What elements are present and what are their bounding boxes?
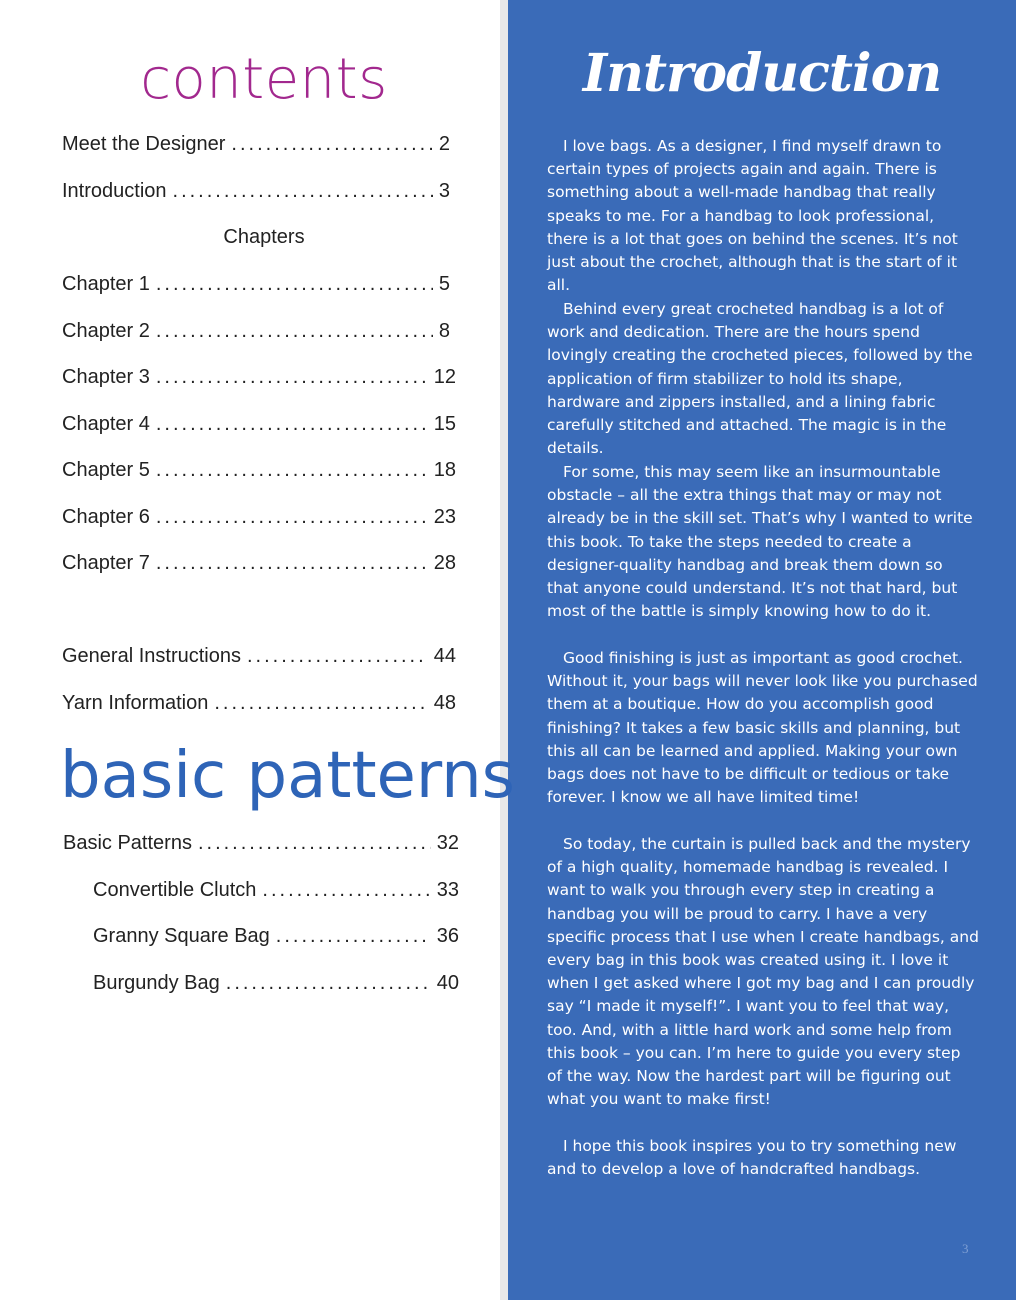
toc-entry-burgundy-bag[interactable] [93, 973, 459, 993]
toc-entry-label: Chapter 1 [62, 273, 150, 295]
toc-entry-basic-patterns[interactable] [63, 833, 459, 853]
toc-entry-label: Burgundy Bag [93, 972, 220, 994]
toc-entry-label: Chapter 7 [62, 552, 150, 574]
toc-entry-label: Chapter 3 [62, 366, 150, 388]
dot-leader [247, 646, 428, 666]
intro-paragraph: For some, this may seem like an insurmountable obstacle – all the extra things that may or may not already be in the skill set. That’s why I wanted to write this book. To take the steps needed to create a designer-quality handbag and break them down so that anyone could understand. It’s not that hard, but most of the battle is simply knowing how to do it. [547, 463, 973, 621]
toc-entry-label: Granny Square Bag [93, 925, 270, 947]
toc-entry-page: 15 [433, 413, 456, 435]
intro-paragraph: I hope this book inspires you to try something new and to develop a love of handcrafted handbags. [547, 1137, 957, 1179]
introduction-title: Introduction [582, 43, 942, 104]
toc-entry-label: Introduction [62, 180, 167, 202]
basic-patterns-title: basic patterns [60, 739, 515, 813]
page-gutter [500, 0, 508, 1300]
dot-leader [156, 274, 433, 294]
dot-leader [173, 181, 433, 201]
intro-paragraph: So today, the curtain is pulled back and the mystery of a high quality, homemade handbag is revealed. I want to walk you through every step in creating a handbag you will be proud to carry. I have a very specific process that I use when I create handbags, and every bag in this book was created using it. I love it when I get asked where I got my bag and I can proudly say “I made it myself!”. I want you to feel that way, too. And, with a little hard work and some help from this book – you can. I’m here to guide you every step of the way. Now the hardest part will be figuring out what you want to make first! [547, 835, 979, 1109]
toc-entry-label: Basic Patterns [63, 832, 192, 854]
toc-entry-page: 8 [438, 320, 450, 342]
intro-paragraph: Behind every great crocheted handbag is a lot of work and dedication. There are the hours spend lovingly creating the crocheted pieces, followed by the application of firm stabilizer to hold its shape, hardware and zippers installed, and a lining fabric carefully stitched and attached. The magic is in the details. [547, 300, 973, 458]
toc-entry-page: 32 [436, 832, 459, 854]
dot-leader [156, 507, 428, 527]
toc-entry-label: Chapter 5 [62, 459, 150, 481]
toc-entry-label: Chapter 4 [62, 413, 150, 435]
dot-leader [156, 460, 428, 480]
intro-paragraph: Good finishing is just as important as good crochet. Without it, your bags will never look like you purchased them at a boutique. How do you accomplish good finishing? It takes a few basic skills and planning, but this all can be learned and applied. Making your own bags does not have to be difficult or tedious or take forever. I know we all have limited time! [547, 649, 978, 807]
toc-entry-page: 40 [436, 972, 459, 994]
intro-paragraph: I love bags. As a designer, I find myself drawn to certain types of projects again and again. There is something about a well-made handbag that really speaks to me. For a handbag to look professional, there is a lot that goes on behind the scenes. It’s not just about the crochet, although that is the start of it all. [547, 137, 958, 295]
toc-entry-label: General Instructions [62, 645, 241, 667]
toc-entry-page: 23 [433, 506, 456, 528]
toc-entry-label: Yarn Information [62, 692, 209, 714]
dot-leader [276, 926, 431, 946]
dot-leader [214, 693, 427, 713]
toc-entry-page: 33 [436, 879, 459, 901]
toc-entry-label: Meet the Designer [62, 133, 226, 155]
toc-entry-chapter-3[interactable] [62, 367, 456, 387]
toc-entry-page: 28 [433, 552, 456, 574]
toc-entry-yarn-information[interactable] [62, 693, 456, 713]
dot-leader [156, 553, 428, 573]
dot-leader [226, 973, 431, 993]
toc-entry-chapter-6[interactable] [62, 507, 456, 527]
page-number: 3 [962, 1241, 969, 1256]
toc-entry-label: Chapter 2 [62, 320, 150, 342]
dot-leader [262, 880, 430, 900]
toc-entry-introduction[interactable] [62, 181, 450, 201]
toc-entry-page: 12 [433, 366, 456, 388]
toc-entry-page: 48 [433, 692, 456, 714]
toc-entry-page: 18 [433, 459, 456, 481]
dot-leader [156, 321, 433, 341]
toc-entry-label: Chapter 6 [62, 506, 150, 528]
dot-leader [231, 134, 432, 154]
toc-entry-page: 2 [438, 133, 450, 155]
toc-entry-label: Convertible Clutch [93, 879, 257, 901]
toc-entry-page: 44 [433, 645, 456, 667]
toc-entry-chapter-2[interactable] [62, 321, 450, 341]
dot-leader [156, 414, 428, 434]
toc-entry-chapter-7[interactable] [62, 553, 456, 573]
contents-title: contents [140, 47, 388, 112]
toc-entry-meet-the-designer[interactable] [62, 134, 450, 154]
dot-leader [156, 367, 428, 387]
toc-entry-page: 5 [438, 273, 450, 295]
toc-entry-chapter-4[interactable] [62, 414, 456, 434]
toc-entry-page: 36 [436, 925, 459, 947]
toc-entry-convertible-clutch[interactable] [93, 880, 459, 900]
toc-entry-page: 3 [438, 180, 450, 202]
dot-leader [198, 833, 431, 853]
toc-entry-chapter-1[interactable] [62, 274, 450, 294]
toc-entry-granny-square-bag[interactable] [93, 926, 459, 946]
chapters-heading: Chapters [223, 226, 305, 248]
toc-entry-general-instructions[interactable] [62, 646, 456, 666]
toc-entry-chapter-5[interactable] [62, 460, 456, 480]
